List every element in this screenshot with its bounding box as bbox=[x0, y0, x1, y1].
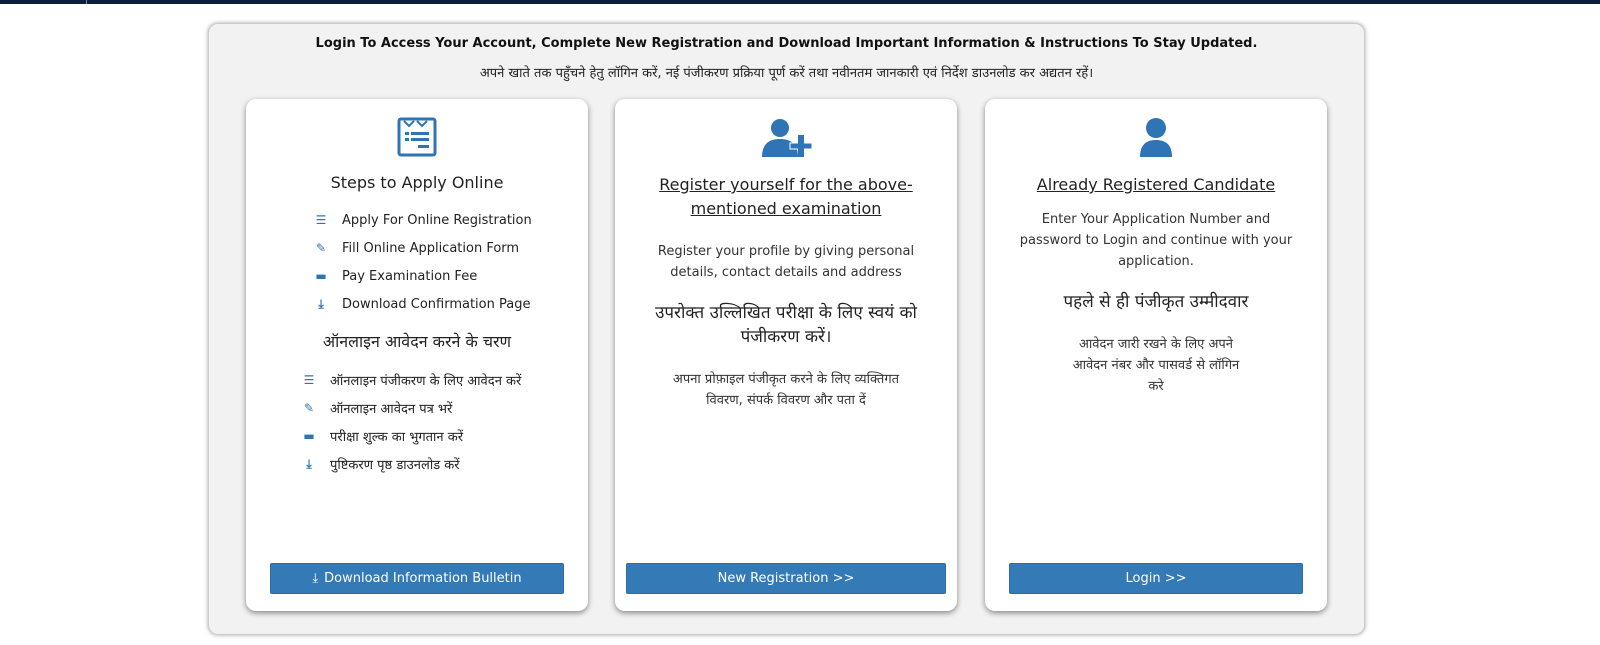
list-item bbox=[314, 234, 588, 262]
login-title: Already Registered Candidate bbox=[1036, 175, 1276, 194]
login-card bbox=[985, 99, 1327, 611]
intro-english: Login To Access Your Account, Complete New Registration and Download Important Information & Instructions To Stay Updated. bbox=[315, 36, 1258, 51]
new-registration-button[interactable]: New Registration >> bbox=[626, 563, 946, 594]
list-item bbox=[302, 422, 588, 450]
step-label: Pay Examination Fee bbox=[342, 268, 478, 284]
steps-title: Steps to Apply Online bbox=[330, 173, 504, 192]
button-label: Download Information Bulletin bbox=[324, 571, 522, 586]
register-card bbox=[615, 99, 957, 611]
step-label: परीक्षा शुल्क का भुगतान करें bbox=[330, 430, 464, 445]
register-description: Register your profile by giving personal details, contact details and address bbox=[657, 244, 915, 280]
step-label: ऑनलाइन आवेदन पत्र भरें bbox=[330, 402, 453, 417]
download-bulletin-button[interactable] bbox=[270, 563, 564, 594]
login-button[interactable]: Login >> bbox=[1009, 563, 1303, 594]
step-label: Apply For Online Registration bbox=[342, 212, 532, 228]
list-item bbox=[302, 450, 588, 478]
download-icon: ⤓ bbox=[306, 457, 312, 471]
edit-icon: ✎ bbox=[315, 241, 327, 255]
form-list-icon bbox=[391, 117, 443, 159]
register-title: Register yourself for the above-mentioned examination bbox=[659, 175, 913, 218]
list-item bbox=[314, 206, 588, 234]
top-bar-divider bbox=[86, 0, 87, 4]
credit-card-icon: ▬ bbox=[315, 269, 327, 283]
step-label: पुष्टिकरण पृष्ठ डाउनलोड करें bbox=[330, 458, 460, 473]
register-description-hindi: अपना प्रोफ़ाइल पंजीकृत करने के लिए व्यक्तिगत विवरण, संपर्क विवरण और पता दें bbox=[672, 372, 900, 408]
list-item bbox=[302, 366, 588, 394]
list-item bbox=[302, 394, 588, 422]
login-description-hindi: आवेदन जारी रखने के लिए अपने आवेदन नंबर और पासवर्ड से लॉगिन करे bbox=[1072, 337, 1240, 394]
list-item bbox=[314, 262, 588, 290]
credit-card-icon: ▬ bbox=[303, 429, 315, 443]
main-panel bbox=[208, 23, 1365, 635]
user-plus-icon bbox=[760, 117, 812, 159]
steps-card bbox=[246, 99, 588, 611]
download-icon: ⤓ bbox=[318, 297, 324, 311]
list-icon: ☰ bbox=[315, 213, 327, 227]
steps-list-hindi bbox=[302, 366, 588, 478]
edit-icon: ✎ bbox=[303, 401, 315, 415]
login-title-hindi: पहले से ही पंजीकृत उम्मीदवार bbox=[1063, 292, 1249, 312]
step-label: ऑनलाइन पंजीकरण के लिए आवेदन करें bbox=[330, 374, 522, 389]
user-icon bbox=[1130, 117, 1182, 159]
register-title-hindi: उपरोक्त उल्लिखित परीक्षा के लिए स्वयं को पंजीकरण करें। bbox=[655, 303, 917, 347]
steps-list bbox=[314, 206, 588, 318]
list-icon: ☰ bbox=[303, 373, 315, 387]
intro-hindi: अपने खाते तक पहुँचने हेतु लॉगिन करें, नई पंजीकरण प्रक्रिया पूर्ण करें तथा नवीनतम जानकारी एवं निर्देश डाउनलोड कर अद्यतन रहें। bbox=[479, 66, 1094, 81]
step-label: Download Confirmation Page bbox=[342, 296, 531, 312]
download-icon: ⤓ bbox=[312, 571, 319, 586]
step-label: Fill Online Application Form bbox=[342, 240, 520, 256]
login-description: Enter Your Application Number and password to Login and continue with your application. bbox=[1019, 212, 1293, 269]
list-item bbox=[314, 290, 588, 318]
steps-title-hindi: ऑनलाइन आवेदन करने के चरण bbox=[322, 332, 512, 351]
top-bar bbox=[0, 0, 1600, 4]
